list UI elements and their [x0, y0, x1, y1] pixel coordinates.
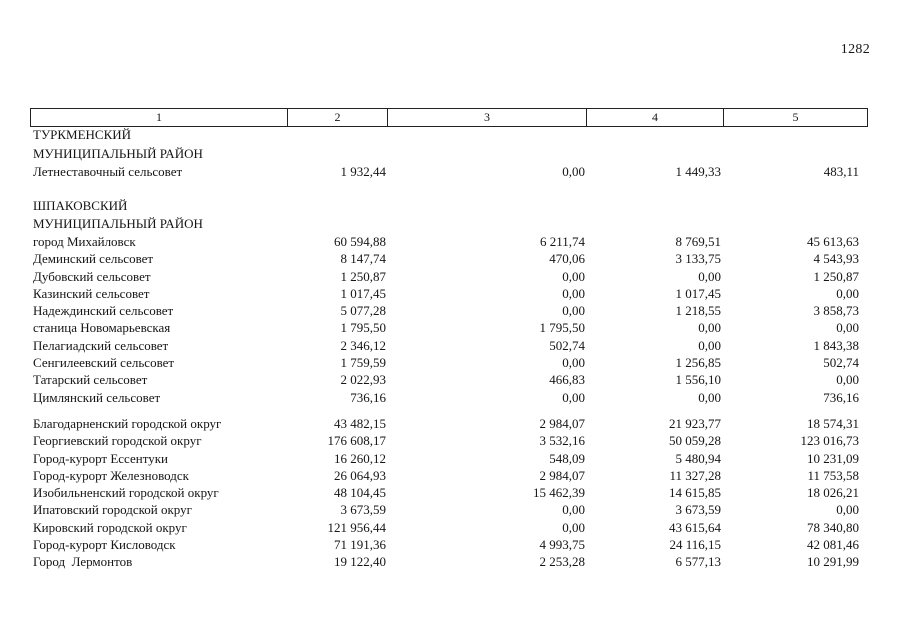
value-cell-col4: 3 133,75 [675, 251, 721, 267]
value-cell-col2: 2 346,12 [340, 337, 386, 353]
value-cell-col4: 3 673,59 [675, 502, 721, 518]
value-cell-col4: 5 480,94 [675, 450, 721, 466]
value-cell-col3: 0,00 [562, 285, 585, 301]
value-cell-col4: 14 615,85 [669, 485, 721, 501]
value-cell-col3: 0,00 [562, 164, 585, 179]
value-cell-col5: 0,00 [836, 502, 859, 518]
value-cell-col2: 5 077,28 [340, 303, 386, 319]
row-name-cell: Кировский городской округ [33, 519, 187, 535]
value-cell-col5: 483,11 [823, 164, 859, 179]
row-name-cell: Город-курорт Ессентуки [33, 450, 168, 466]
value-cell-col4: 0,00 [698, 389, 721, 405]
value-cell-col2: 48 104,45 [334, 485, 386, 501]
value-cell-col4: 1 218,55 [675, 303, 721, 319]
value-cell-col3: 3 532,16 [539, 433, 585, 449]
value-cell-col2: 1 759,59 [340, 355, 386, 371]
value-cell-col3: 502,74 [549, 337, 585, 353]
row-name-cell: Дубовский сельсовет [33, 268, 151, 284]
table-row [30, 233, 868, 250]
value-cell-col5: 11 753,58 [807, 467, 859, 483]
table-row [30, 484, 868, 501]
table-row [30, 553, 868, 570]
district-section [30, 125, 868, 181]
value-cell-col3: 0,00 [562, 303, 585, 319]
table-row [30, 415, 868, 432]
row-name-cell: Цимлянский сельсовет [33, 389, 161, 405]
value-cell-col3: 0,00 [562, 389, 585, 405]
value-cell-col5: 0,00 [836, 372, 859, 388]
value-cell-col3: 6 211,74 [539, 234, 585, 249]
header-cell-3: 3 [388, 108, 587, 127]
district-title: ТУРКМЕНСКИЙ [33, 127, 132, 142]
value-cell-col4: 0,00 [698, 268, 721, 284]
row-name-cell: Город Лермонтов [33, 554, 133, 570]
table-row [30, 450, 868, 467]
value-cell-col5: 4 543,93 [813, 251, 859, 267]
value-cell-col3: 0,00 [562, 502, 585, 518]
header-cell-4: 4 [587, 108, 724, 127]
value-cell-col2: 1 795,50 [340, 320, 386, 336]
value-cell-col4: 0,00 [698, 320, 721, 336]
value-cell-col4: 43 615,64 [669, 519, 721, 535]
table-row [30, 501, 868, 518]
row-name-cell: Благодарненский городской округ [33, 415, 222, 431]
value-cell-col5: 10 291,99 [807, 554, 859, 570]
value-cell-col5: 10 231,09 [807, 450, 859, 466]
value-cell-col4: 1 256,85 [675, 355, 721, 371]
value-cell-col5: 3 858,73 [813, 303, 859, 319]
value-cell-col2: 26 064,93 [334, 467, 386, 483]
value-cell-col5: 0,00 [836, 320, 859, 336]
value-cell-col2: 121 956,44 [327, 519, 386, 535]
value-cell-col3: 0,00 [562, 519, 585, 535]
row-name-cell: Пелагиадский сельсовет [33, 337, 169, 353]
value-cell-col5: 45 613,63 [807, 234, 859, 249]
value-cell-col5: 1 843,38 [813, 337, 859, 353]
value-cell-col2: 176 608,17 [327, 433, 386, 449]
table-row [30, 371, 868, 388]
value-cell-col4: 11 327,28 [669, 467, 721, 483]
district-title: МУНИЦИПАЛЬНЫЙ РАЙОН [33, 146, 203, 161]
table-row [30, 389, 868, 406]
table-row [30, 268, 868, 285]
value-cell-col4: 1 017,45 [675, 285, 721, 301]
header-cell-2: 2 [288, 108, 388, 127]
table-row [30, 536, 868, 553]
value-cell-col3: 1 795,50 [539, 320, 585, 336]
table-row [30, 354, 868, 371]
page-number: 1282 [840, 42, 870, 57]
value-cell-col3: 548,09 [549, 450, 585, 466]
value-cell-col3: 470,06 [549, 251, 585, 267]
district-section [30, 415, 868, 571]
value-cell-col4: 0,00 [698, 337, 721, 353]
value-cell-col3: 4 993,75 [539, 537, 585, 553]
value-cell-col2: 736,16 [350, 389, 386, 405]
district-section [30, 197, 868, 406]
table-row [30, 302, 868, 319]
value-cell-col2: 3 673,59 [340, 502, 386, 518]
table-row [30, 163, 868, 181]
table-row [30, 285, 868, 302]
row-name-cell: Город-курорт Кисловодск [33, 537, 176, 553]
value-cell-col2: 1 250,87 [340, 268, 386, 284]
row-name-cell: станица Новомарьевская [33, 320, 171, 336]
value-cell-col5: 1 250,87 [813, 268, 859, 284]
table-row [30, 337, 868, 354]
table-row [30, 519, 868, 536]
row-name-cell: Сенгилеевский сельсовет [33, 355, 175, 371]
value-cell-col2: 16 260,12 [334, 450, 386, 466]
value-cell-col3: 0,00 [562, 268, 585, 284]
row-name-cell: Георгиевский городской округ [33, 433, 202, 449]
row-name-cell: Изобильненский городской округ [33, 485, 219, 501]
table-row [30, 250, 868, 267]
value-cell-col2: 1 017,45 [340, 285, 386, 301]
district-title: МУНИЦИПАЛЬНЫЙ РАЙОН [33, 216, 203, 231]
value-cell-col5: 736,16 [823, 389, 859, 405]
table-body [30, 125, 868, 571]
value-cell-col5: 18 026,21 [807, 485, 859, 501]
row-name-cell: Казинский сельсовет [33, 285, 150, 301]
value-cell-col3: 2 984,07 [539, 467, 585, 483]
value-cell-col2: 1 932,44 [340, 164, 386, 179]
value-cell-col2: 60 594,88 [334, 234, 386, 249]
value-cell-col4: 6 577,13 [675, 554, 721, 570]
row-name-cell: Летнеставочный сельсовет [33, 164, 183, 179]
value-cell-col2: 19 122,40 [334, 554, 386, 570]
value-cell-col5: 42 081,46 [807, 537, 859, 553]
value-cell-col4: 1 556,10 [675, 372, 721, 388]
row-name-cell: город Михайловск [33, 234, 136, 249]
value-cell-col3: 2 253,28 [539, 554, 585, 570]
value-cell-col5: 502,74 [823, 355, 859, 371]
row-name-cell: Деминский сельсовет [33, 251, 154, 267]
value-cell-col5: 78 340,80 [807, 519, 859, 535]
value-cell-col4: 50 059,28 [669, 433, 721, 449]
value-cell-col2: 2 022,93 [340, 372, 386, 388]
header-cell-5: 5 [724, 108, 868, 127]
table-row [30, 432, 868, 449]
value-cell-col5: 0,00 [836, 285, 859, 301]
value-cell-col3: 15 462,39 [533, 485, 585, 501]
value-cell-col4: 24 116,15 [669, 537, 721, 553]
header-cell-1: 1 [30, 108, 288, 127]
value-cell-col5: 123 016,73 [800, 433, 859, 449]
value-cell-col4: 1 449,33 [675, 164, 721, 179]
value-cell-col2: 43 482,15 [334, 415, 386, 431]
value-cell-col3: 2 984,07 [539, 415, 585, 431]
table-row [30, 319, 868, 336]
value-cell-col5: 18 574,31 [807, 415, 859, 431]
value-cell-col3: 0,00 [562, 355, 585, 371]
value-cell-col2: 8 147,74 [340, 251, 386, 267]
row-name-cell: Надеждинский сельсовет [33, 303, 174, 319]
row-name-cell: Город-курорт Железноводск [33, 467, 189, 483]
district-title: ШПАКОВСКИЙ [33, 198, 128, 213]
table-row [30, 467, 868, 484]
value-cell-col4: 21 923,77 [669, 415, 721, 431]
value-cell-col3: 466,83 [549, 372, 585, 388]
value-cell-col4: 8 769,51 [675, 234, 721, 249]
value-cell-col2: 71 191,36 [334, 537, 386, 553]
row-name-cell: Ипатовский городской округ [33, 502, 192, 518]
row-name-cell: Татарский сельсовет [33, 372, 148, 388]
